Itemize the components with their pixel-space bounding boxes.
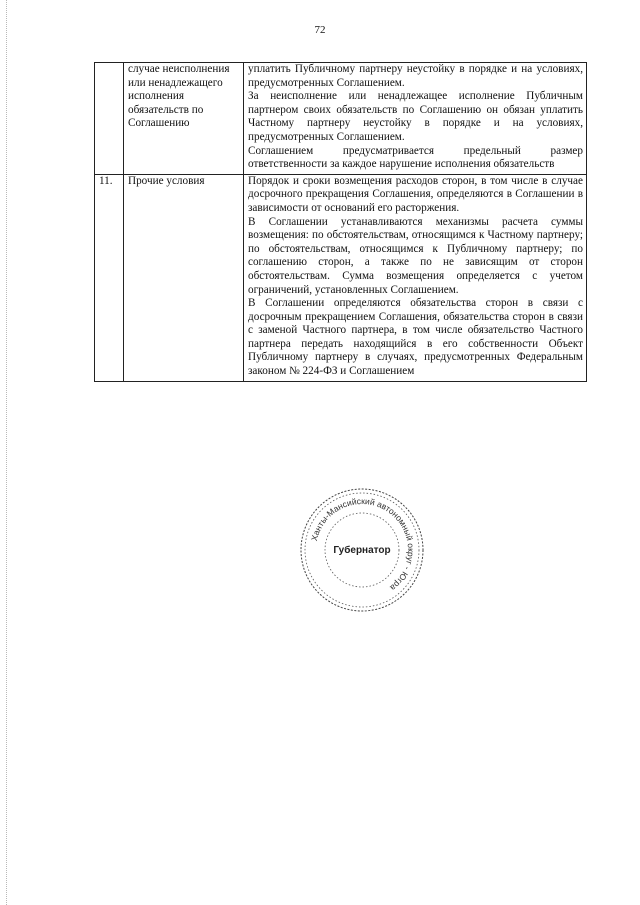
row-number <box>95 63 124 175</box>
conditions-table <box>94 62 587 382</box>
condition-name: Прочие условия <box>124 174 244 381</box>
description-paragraph: За неисполнение или ненадлежащее исполнение Публичным партнером своих обязательств по Соглашению он обязан уплатить Частному партнеру неустойку в порядке и на условиях, предусмотренных Соглашением. <box>248 90 583 143</box>
row-number: 11. <box>95 174 124 381</box>
description-paragraph: В Соглашении устанавливаются механизмы расчета суммы возмещения: по обстоятельствам, относящимся к Частному партнеру; по обстоятельствам, относящимся к Публичному партнеру; по соглашению сторон, а также по не зависящим от сторон обстоятельствам. Сумма возмещения определяется с учетом ограничений, установленных Соглашением. <box>248 215 583 296</box>
condition-description <box>244 63 587 175</box>
description-paragraph: Соглашением предусматривается предельный размер ответственности за каждое нарушение исполнения обязательств <box>248 144 583 171</box>
condition-name: случае неисполнения или ненадлежащего исполнения обязательств по Соглашению <box>124 63 244 175</box>
scan-left-edge <box>6 0 10 905</box>
seal-ring-text: Ханты-Мансийский автономный округ - Югра <box>308 495 417 594</box>
description-paragraph: уплатить Публичному партнеру неустойку в порядке и на условиях, предусмотренных Соглашением. <box>248 63 583 89</box>
page-number: 72 <box>314 24 326 36</box>
seal-center-text: Губернатор <box>333 545 391 556</box>
description-paragraph: Порядок и сроки возмещения расходов сторон, в том числе в случае досрочного прекращения Соглашения, определяются в Соглашении в зависимости от оснований его расторжения. <box>248 174 583 214</box>
table-row <box>95 174 587 381</box>
governor-seal <box>298 486 426 614</box>
description-paragraph: В Соглашении определяются обязательства сторон в связи с досрочным прекращением Соглашения, обязательства сторон в связи с заменой Частного партнера, в том числе обязательство Частного партнера передать находящийся в его собственности Объект Публичному партнеру в случаях, предусмотренных Федеральным законом № 224-ФЗ и Соглашением <box>248 297 583 378</box>
condition-description <box>244 174 587 381</box>
table-row <box>95 63 587 175</box>
conditions-table-body <box>95 63 587 382</box>
